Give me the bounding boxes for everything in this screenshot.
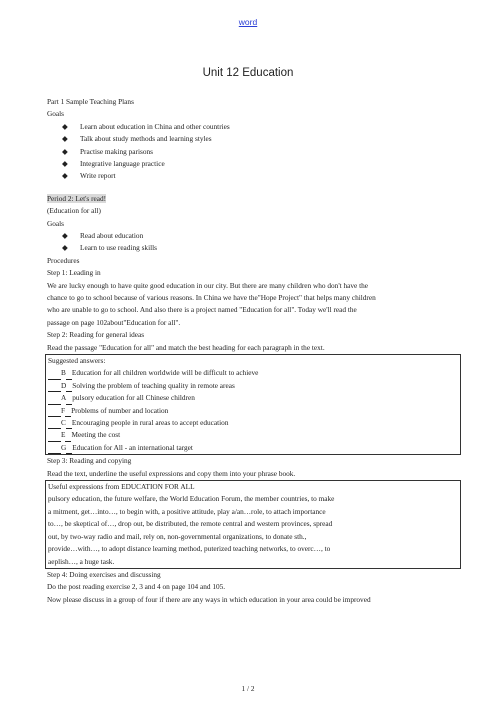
diamond-bullet-icon: ◆: [62, 134, 68, 144]
step3-instruction: Read the text, underline the useful expressions and copy them into your phrase book.: [47, 468, 296, 478]
step2-heading: Step 2: Reading for general ideas: [47, 330, 145, 340]
diamond-bullet-icon: ◆: [62, 230, 68, 240]
step4-discussion: Now please discuss in a group of four if there are any ways in which education in your area could be improved: [47, 594, 371, 604]
goals-label: Goals: [47, 109, 65, 119]
step4-heading: Step 4: Doing exercises and discussing: [47, 569, 161, 579]
answer-row: D Solving the problem of teaching quality in remote areas: [48, 380, 458, 392]
expression-line: a mitment, get…into…, to begin with, a positive attitude, play a/an…role, to attach importance: [48, 506, 326, 516]
period2-goals-label: Goals: [47, 218, 65, 228]
expressions-label: Useful expressions from EDUCATION FOR ALL: [48, 482, 195, 492]
step2-instruction: Read the passage "Education for all" and match the best heading for each paragraph in the text.: [47, 342, 325, 352]
list-item: ◆ Read about education: [47, 230, 457, 242]
part1-heading: Part 1 Sample Teaching Plans: [47, 97, 134, 106]
list-item: ◆ Write report: [47, 170, 457, 182]
answer-row: G Education for All - an international target: [48, 442, 458, 454]
answers-label: Suggested answers:: [48, 356, 106, 366]
step3-heading: Step 3: Reading and copying: [47, 456, 132, 466]
expression-line: out, by two-way radio and mail, rely on, non-governmental organizations, to donate sth.,: [48, 531, 307, 541]
list-item: ◆ Integrative language practice: [47, 158, 457, 170]
answer-row: C Encouraging people in rural areas to accept education: [48, 417, 458, 429]
step1-heading: Step 1: Leading in: [47, 268, 101, 278]
expression-line: pulsory education, the future welfare, the World Education Forum, the member countries, to make: [48, 494, 335, 504]
header-link[interactable]: word: [238, 17, 258, 27]
answer-row: E Meeting the cost: [48, 429, 458, 441]
period2-heading: Period 2: Let's read!: [47, 193, 107, 203]
answer-row: F Problems of number and location: [48, 405, 458, 417]
expression-line: aeplish…, a huge task.: [48, 556, 115, 566]
period2-subheading: (Education for all): [47, 206, 101, 216]
page-number: 1 / 2: [241, 684, 255, 693]
leading-paragraph: We are lucky enough to have quite good education in our city. But there are many children who don't have the chance to go to school because of various reasons. In China we have the"Hope Project" that helps many children who are unable to go to school. And also there is a project named "Education for all". Today we'll read the passage on page 102about"Education for all".: [47, 280, 376, 327]
list-item: ◆ Learn to use reading skills: [47, 242, 457, 254]
diamond-bullet-icon: ◆: [62, 146, 68, 156]
diamond-bullet-icon: ◆: [62, 243, 68, 253]
diamond-bullet-icon: ◆: [62, 121, 68, 131]
diamond-bullet-icon: ◆: [62, 171, 68, 181]
page-title: Unit 12 Education: [202, 67, 294, 79]
document-body: [47, 96, 457, 606]
list-item: ◆ Learn about education in China and other countries: [47, 121, 457, 133]
expression-line: to…, be skeptical of…, drop out, be distributed, the remote central and western provinces, spread: [48, 519, 333, 529]
procedures-label: Procedures: [47, 255, 80, 265]
expressions-box: [45, 480, 461, 569]
answer-row: A pulsory education for all Chinese children: [48, 392, 458, 404]
answer-row: B Education for all children worldwide will be difficult to achieve: [48, 367, 458, 379]
goals-list: [47, 121, 457, 183]
answers-box: [45, 354, 461, 455]
diamond-bullet-icon: ◆: [62, 158, 68, 168]
step4-instruction: Do the post reading exercise 2, 3 and 4 on page 104 and 105.: [47, 582, 226, 592]
list-item: ◆ Practise making parisons: [47, 146, 457, 158]
expression-line: provide…with…, to adopt distance learning method, puterized teaching networks, to overc…, to: [48, 544, 331, 554]
list-item: ◆ Talk about study methods and learning styles: [47, 133, 457, 145]
